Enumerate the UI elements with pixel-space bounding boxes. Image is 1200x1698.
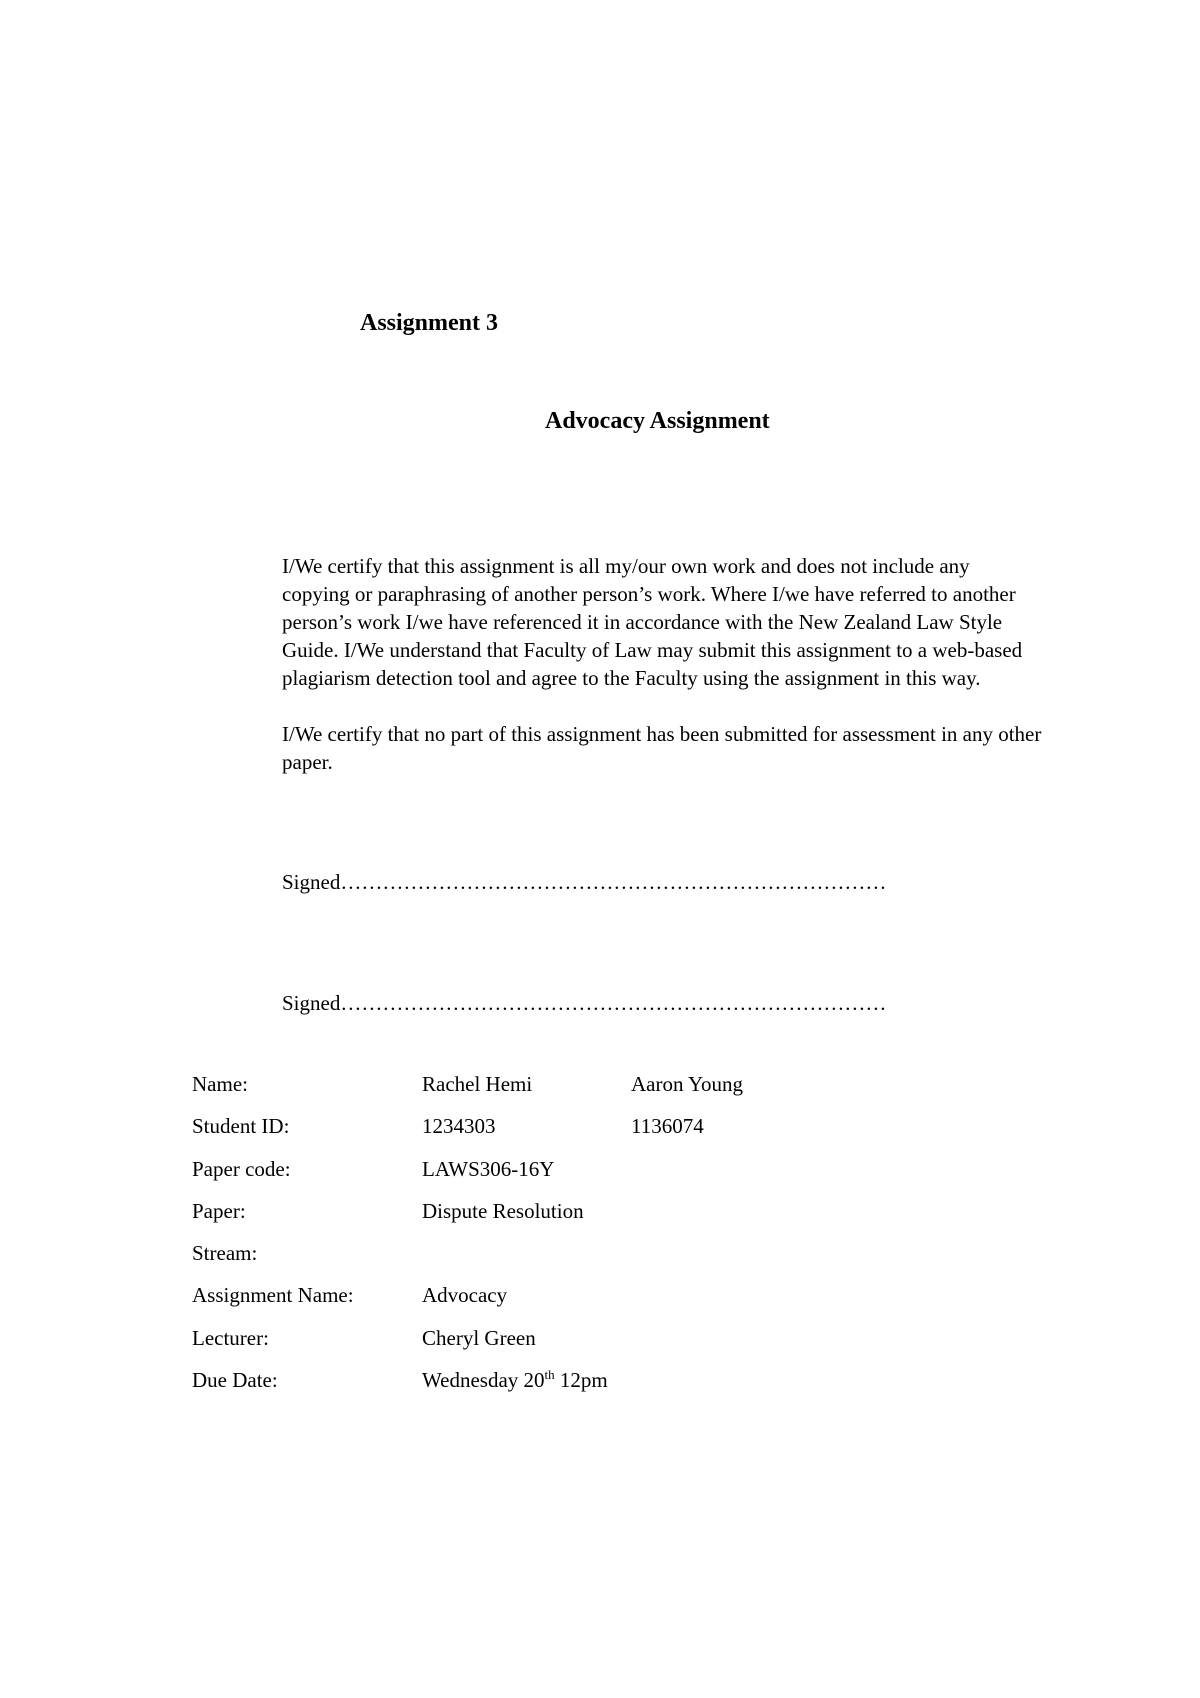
assignment-details-table	[192, 1072, 851, 1410]
assignment-name-label: Assignment Name:	[192, 1283, 354, 1308]
paper-code-value: LAWS306-16Y	[422, 1156, 555, 1181]
certification-paragraph-1: I/We certify that this assignment is all my/our own work and does not include any copying or paraphrasing of another person’s work. Where I/we have referred to another person’s work I/we have referenced it in accordance with the New Zealand Law Style Guide. I/We understand that Faculty of Law may submit this assignment to a web-based plagiarism detection tool and agree to the Faculty using the assignment in this way.	[282, 554, 1023, 690]
certification-statement	[282, 552, 1042, 804]
signature-line-2: Signed……………………………………………………………………	[282, 991, 887, 1015]
student-2-id: 1136074	[631, 1114, 704, 1139]
student-1-id: 1234303	[422, 1114, 496, 1139]
paper-value: Dispute Resolution	[422, 1198, 584, 1223]
lecturer-label: Lecturer:	[192, 1325, 269, 1350]
due-date-day: Wednesday 20	[422, 1368, 545, 1393]
details-row-paper	[192, 1199, 851, 1241]
details-row-stream	[192, 1241, 851, 1283]
due-date-time: 12pm	[554, 1368, 608, 1393]
details-row-student-id	[192, 1114, 851, 1156]
paper-label: Paper:	[192, 1198, 246, 1223]
name-label: Name:	[192, 1072, 248, 1096]
assignment-title-heading: Advocacy Assignment	[545, 408, 770, 434]
details-row-paper-code	[192, 1157, 851, 1199]
student-2-name: Aaron Young	[631, 1072, 744, 1096]
details-row-assignment-name	[192, 1283, 851, 1325]
signature-line-1: Signed……………………………………………………………………	[282, 870, 887, 894]
due-date-label: Due Date:	[192, 1368, 278, 1393]
lecturer-value: Cheryl Green	[422, 1325, 536, 1350]
student-1-name: Rachel Hemi	[422, 1072, 533, 1096]
details-row-due-date	[192, 1368, 851, 1410]
due-date-ordinal: th	[544, 1367, 555, 1383]
details-row-name	[192, 1072, 851, 1114]
student-id-label: Student ID:	[192, 1114, 290, 1139]
assignment-name-value: Advocacy	[422, 1283, 508, 1308]
due-date-value	[422, 1368, 631, 1393]
certification-paragraph-2: I/We certify that no part of this assignment has been submitted for assessment in any other paper.	[282, 722, 1042, 774]
stream-label: Stream:	[192, 1241, 258, 1266]
assignment-number-heading: Assignment 3	[360, 310, 499, 336]
details-row-lecturer	[192, 1326, 851, 1368]
paper-code-label: Paper code:	[192, 1156, 291, 1181]
